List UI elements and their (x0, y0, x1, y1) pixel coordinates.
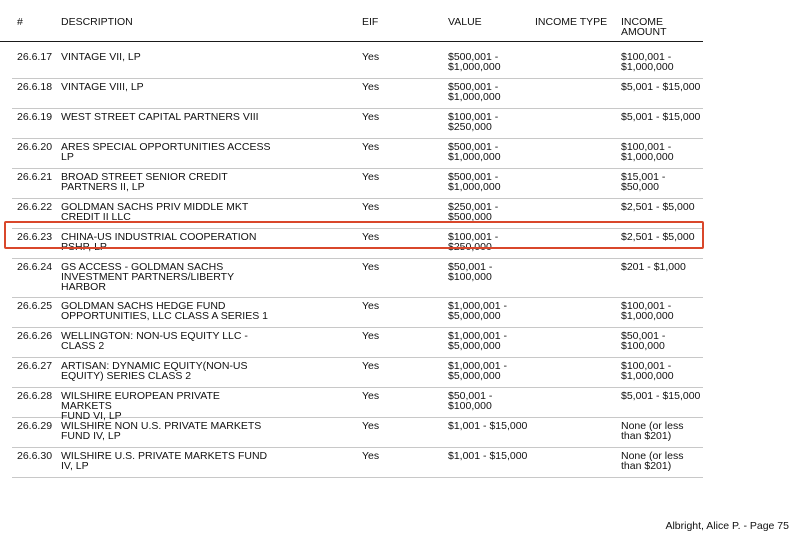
row-eif: Yes (362, 330, 380, 342)
row-income-amount: $5,001 - $15,000 (621, 390, 701, 402)
table-row (12, 112, 703, 139)
table-row (12, 451, 703, 478)
row-eif: Yes (362, 450, 380, 462)
header-income-type: INCOME TYPE (535, 16, 608, 28)
row-income-amount: $100,001 - $1,000,000 (621, 360, 674, 382)
row-income-amount: $5,001 - $15,000 (621, 81, 701, 93)
table-row (12, 421, 703, 448)
row-num: 26.6.20 (17, 141, 53, 153)
row-eif: Yes (362, 171, 380, 183)
row-eif: Yes (362, 390, 380, 402)
row-description: VINTAGE VII, LP (61, 51, 141, 63)
row-description: WELLINGTON: NON-US EQUITY LLC - CLASS 2 (61, 330, 248, 352)
row-num: 26.6.29 (17, 420, 53, 432)
row-num: 26.6.25 (17, 300, 53, 312)
row-income-amount: $201 - $1,000 (621, 261, 686, 273)
row-description: WILSHIRE EUROPEAN PRIVATE MARKETS FUND VI, LP (61, 390, 220, 422)
row-eif: Yes (362, 231, 380, 243)
row-eif: Yes (362, 141, 380, 153)
row-value: $1,000,001 - $5,000,000 (448, 330, 507, 352)
row-value: $1,001 - $15,000 (448, 420, 528, 432)
page-footer: Albright, Alice P. - Page 75 (665, 520, 789, 532)
row-description: GS ACCESS - GOLDMAN SACHS INVESTMENT PARTNERS/LIBERTY HARBOR (61, 261, 235, 293)
row-description: BROAD STREET SENIOR CREDIT PARTNERS II, LP (61, 171, 228, 193)
table-row (12, 142, 703, 169)
row-income-amount: $5,001 - $15,000 (621, 111, 701, 123)
row-value: $100,001 - $250,000 (448, 111, 499, 133)
row-description: GOLDMAN SACHS PRIV MIDDLE MKT CREDIT II LLC (61, 201, 249, 223)
row-income-amount: $100,001 - $1,000,000 (621, 300, 674, 322)
table-row (12, 52, 703, 79)
header-num: # (17, 16, 23, 28)
row-eif: Yes (362, 201, 380, 213)
row-num: 26.6.23 (17, 231, 53, 243)
row-income-amount: None (or less than $201) (621, 450, 684, 472)
row-income-amount: $100,001 - $1,000,000 (621, 51, 674, 73)
row-value: $500,001 - $1,000,000 (448, 141, 501, 163)
row-num: 26.6.21 (17, 171, 53, 183)
row-income-amount: $2,501 - $5,000 (621, 231, 695, 243)
table-header (0, 0, 703, 42)
row-description: ARTISAN: DYNAMIC EQUITY(NON-US EQUITY) SERIES CLASS 2 (61, 360, 248, 382)
row-value: $1,000,001 - $5,000,000 (448, 300, 507, 322)
header-income-amount: INCOME AMOUNT (621, 16, 667, 38)
row-num: 26.6.18 (17, 81, 53, 93)
row-num: 26.6.22 (17, 201, 53, 213)
table-row (12, 390, 703, 422)
row-num: 26.6.28 (17, 390, 53, 402)
row-value: $50,001 - $100,000 (448, 261, 493, 283)
table-row (12, 301, 703, 328)
row-eif: Yes (362, 261, 380, 273)
row-description: VINTAGE VIII, LP (61, 81, 144, 93)
table-row (12, 331, 703, 358)
row-eif: Yes (362, 111, 380, 123)
header-eif: EIF (362, 16, 379, 28)
row-description: ARES SPECIAL OPPORTUNITIES ACCESS LP (61, 141, 271, 163)
header-description: DESCRIPTION (61, 16, 133, 28)
row-num: 26.6.19 (17, 111, 53, 123)
row-description: GOLDMAN SACHS HEDGE FUND OPPORTUNITIES, LLC CLASS A SERIES 1 (61, 300, 268, 322)
table-row (12, 262, 703, 298)
header-value: VALUE (448, 16, 482, 28)
table-row (12, 361, 703, 388)
row-description: WEST STREET CAPITAL PARTNERS VIII (61, 111, 259, 123)
row-eif: Yes (362, 81, 380, 93)
row-value: $1,001 - $15,000 (448, 450, 528, 462)
row-eif: Yes (362, 51, 380, 63)
row-value: $1,000,001 - $5,000,000 (448, 360, 507, 382)
row-value: $250,001 - $500,000 (448, 201, 499, 223)
row-value: $100,001 - $250,000 (448, 231, 499, 253)
row-description: WILSHIRE U.S. PRIVATE MARKETS FUND IV, LP (61, 450, 268, 472)
row-num: 26.6.17 (17, 51, 53, 63)
row-value: $500,001 - $1,000,000 (448, 81, 501, 103)
highlight-box (4, 221, 704, 249)
row-income-amount: $50,001 - $100,000 (621, 330, 666, 352)
row-income-amount: $15,001 - $50,000 (621, 171, 666, 193)
table-row (12, 172, 703, 199)
row-eif: Yes (362, 300, 380, 312)
row-num: 26.6.27 (17, 360, 53, 372)
row-num: 26.6.24 (17, 261, 53, 273)
row-num: 26.6.30 (17, 450, 53, 462)
row-income-amount: $100,001 - $1,000,000 (621, 141, 674, 163)
table-row (12, 82, 703, 109)
row-value: $500,001 - $1,000,000 (448, 51, 501, 73)
row-num: 26.6.26 (17, 330, 53, 342)
row-value: $50,001 - $100,000 (448, 390, 493, 412)
row-eif: Yes (362, 420, 380, 432)
row-value: $500,001 - $1,000,000 (448, 171, 501, 193)
row-eif: Yes (362, 360, 380, 372)
row-income-amount: None (or less than $201) (621, 420, 684, 442)
row-description: WILSHIRE NON U.S. PRIVATE MARKETS FUND IV, LP (61, 420, 262, 442)
row-description: CHINA-US INDUSTRIAL COOPERATION PSHP, LP (61, 231, 257, 253)
row-income-amount: $2,501 - $5,000 (621, 201, 695, 213)
